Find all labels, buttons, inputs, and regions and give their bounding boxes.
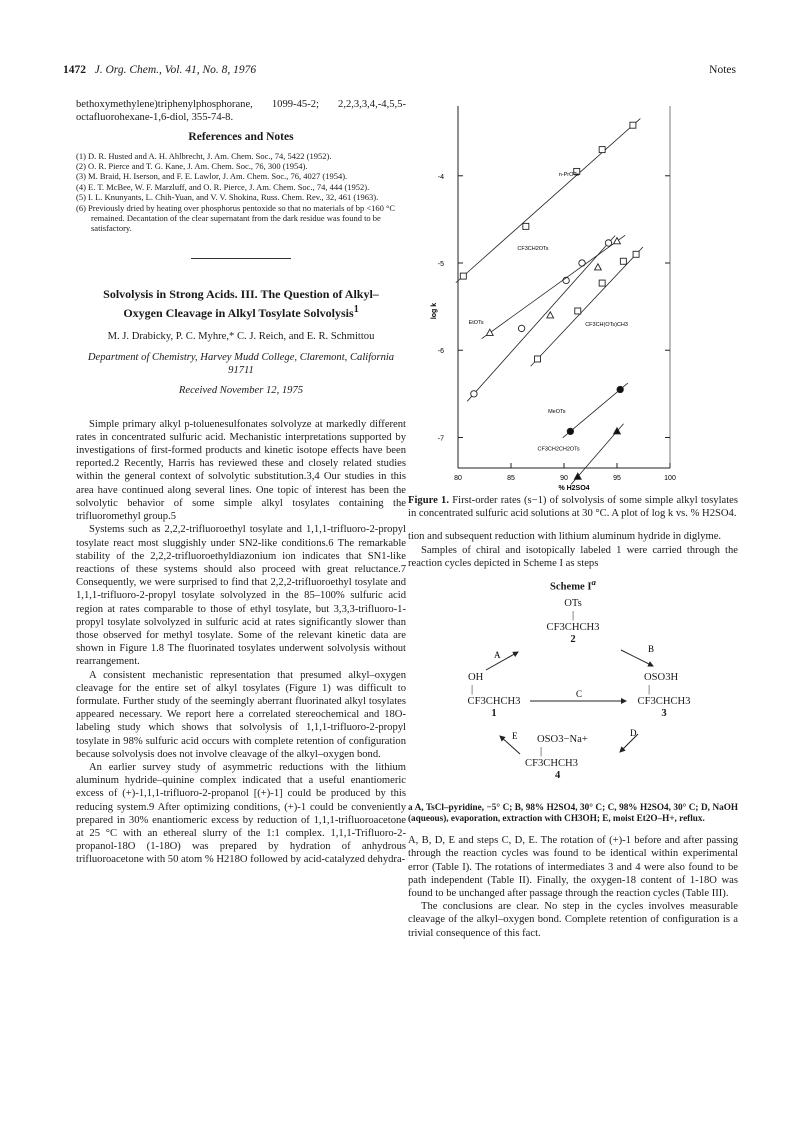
- compound-4: OSO3−Na+ | CF3CHCH3 4: [525, 734, 635, 782]
- series-label: CF3CH2CH2OTs: [537, 446, 580, 453]
- data-point: [599, 280, 605, 286]
- compound-2-substituent: OTs: [564, 597, 582, 609]
- reference-item: (3) M. Braid, H. Iserson, and F. E. Lawlor, J. Am. Chem. Soc., 76, 4027 (1954).: [76, 171, 348, 182]
- title-footnote-mark: 1: [353, 303, 359, 315]
- body-paragraph: The conclusions are clear. No step in the cycles involves measurable cleavage of the alkyl–oxygen bond. Complete retention of configuration is a trivial consequence of this fact.: [408, 901, 738, 939]
- compound-2: OTs | CF3CHCH3 2: [525, 598, 621, 646]
- data-point: [567, 428, 573, 434]
- compound-3: OSO3H | CF3CHCH3 3: [616, 672, 712, 720]
- affiliation: Department of Chemistry, Harvey Mudd College, Claremont, California 91711: [87, 352, 395, 377]
- registry-text: bethoxymethylene)triphenylphosphorane, 1099-45-2; 2,2,3,3,4,-4,5,5-octafluorohexane-1,6-diol, 355-74-8.: [76, 99, 406, 124]
- scheme-1: [408, 594, 738, 794]
- data-point: [523, 223, 529, 229]
- journal-citation: J. Org. Chem., Vol. 41, No. 8, 1976: [94, 64, 257, 76]
- scheme-footnote: a A, TsCl–pyridine, −5° C; B, 98% H2SO4, 30° C; C, 98% H2SO4, 30° C; D, NaOH (aqueous), evaporation, extraction with CH3OH; E, moist Et2O–H+, reflux.: [408, 801, 738, 823]
- scheme-footnote-mark: a: [591, 577, 596, 588]
- body-paragraph: Simple primary alkyl p-toluenesulfonates solvolyze at markedly different rates in concentrated sulfuric acid. Mechanistic interpretations supported by investigations of first-formed products and kinetic isotope effects have been reported.2 Recently, Harris has reviewed these and closely related studies within the general context of solvolytic substitution.3,4 Our studies in this area have continued along several lines. One topic of interest has been the solvolytic behavior of some simple alkyl tosylates containing the trifluoromethyl group.5: [76, 418, 406, 523]
- series-label: CF3CH2OTs: [517, 245, 549, 252]
- reference-item: (4) E. T. McBee, W. F. Marzluff, and O. R. Pierce, J. Am. Chem. Soc., 74, 444 (1952).: [76, 181, 370, 192]
- compound-2-number: 2: [570, 633, 576, 645]
- series-line: [531, 247, 643, 366]
- compound-3-number: 3: [661, 707, 667, 719]
- data-point: [620, 258, 626, 264]
- body-paragraph: An earlier survey study of asymmetric reductions with the lithium aluminum hydride–quinine complex indicated that a useful enantiomeric excess of (+)-1,1,1-trifluoro-2-propanol [(+)-1] could be produced by this reducing system.9 After optimizing conditions, (+)-1 could be conveniently prepared in 30% enantiomeric excess by reduction of 1,1,1-trifluoroacetone at 25 °C with an ethereal slurry of the 1:1 complex. 1,1,1-Trifluoro-2-propanol-18O (1-18O) was prepared by hydration of anhydrous trifluoroacetone with 50 atom % H218O followed by acid-catalyzed dehydra-: [76, 761, 406, 866]
- series-line: [456, 119, 641, 283]
- data-point: [547, 312, 554, 318]
- data-point: [599, 147, 605, 153]
- scheme-title-text: Scheme I: [550, 581, 592, 593]
- running-header: [63, 64, 256, 76]
- series-line: [467, 235, 615, 401]
- x-tick-label: 80: [454, 475, 462, 482]
- arrow-c-label: C: [576, 688, 583, 699]
- data-point: [460, 273, 466, 279]
- data-point: [605, 240, 611, 246]
- data-point: [630, 122, 636, 128]
- series-label: CF3CH(OTs)CH3: [585, 321, 628, 328]
- data-point: [471, 391, 477, 397]
- arrow-a: [486, 649, 518, 670]
- figure-caption: [408, 494, 738, 520]
- y-tick-label: -7: [437, 435, 444, 443]
- compound-3-substituent: OSO3H: [644, 671, 679, 683]
- reference-item: (2) O. R. Pierce and T. G. Kane, J. Am. Chem. Soc., 76, 300 (1954).: [76, 161, 308, 172]
- body-paragraph: A consistent mechanistic representation that presumed alkyl–oxygen cleavage for the entire set of alkyl tosylates (Figure 1) was difficult to formulate. Further study of the seemingly aberrant fluorinated alkyl tosylates appeared necessary. We report here a correlated stereochemical and 18O-labeling study which shows that solvolysis of 1,1,1-trifluoro-2-propyl tosylate in 98% sulfuric acid occurs with complete retention of configuration because solvolysis does not involve cleavage of the alkyl–oxygen bond.: [76, 669, 406, 760]
- y-tick-label: -6: [437, 348, 444, 356]
- x-tick-label: 100: [664, 475, 676, 482]
- compound-1-number: 1: [491, 707, 497, 719]
- series-label: n-PrOTs: [558, 171, 579, 178]
- section-name: Notes: [709, 64, 736, 76]
- caption-text: First-order rates (s−1) of solvolysis of some simple alkyl tosylates in concentrated sulfuric acid solutions at 30 °C. A plot of log k vs. % H2SO4.: [408, 495, 738, 520]
- x-axis-label: % H2SO4: [558, 485, 590, 490]
- section-divider: [191, 258, 291, 259]
- references-list: [76, 151, 406, 234]
- arrow-e-label: E: [512, 730, 518, 741]
- arrow-d-label: D: [630, 727, 637, 738]
- compound-1-substituent: OH: [468, 671, 484, 683]
- data-point: [617, 386, 623, 392]
- article-title-text: Solvolysis in Strong Acids. III. The Question of Alkyl–Oxygen Cleavage in Alkyl Tosylate Solvolysis: [103, 286, 379, 320]
- data-point: [595, 264, 602, 270]
- y-tick-label: -4: [437, 173, 444, 181]
- data-point: [518, 325, 524, 331]
- compound-2-formula: CF3CHCH3: [546, 621, 600, 633]
- data-point: [575, 308, 581, 314]
- y-tick-label: -5: [437, 261, 444, 269]
- scheme-title: [408, 576, 738, 594]
- data-point: [535, 356, 541, 362]
- references-heading: References and Notes: [188, 131, 294, 144]
- x-tick-label: 85: [507, 475, 515, 482]
- reference-item: (1) D. R. Husted and A. H. Ahlbrecht, J. Am. Chem. Soc., 74, 5422 (1952).: [76, 150, 332, 161]
- body-paragraph: Systems such as 2,2,2-trifluoroethyl tosylate and 1,1,1-trifluoro-2-propyl tosylate react most sluggishly under SN2-like conditions.6 The remarkable stability of the 2,2,2-trifluoroethyldiazonium ion indicates that SN1-like reactions of these systems should also proceed with great reluctance.7 Consequently, we were surprised to find that 2,2,2-trifluoroethyl tosylate and 1,1,1-trifluoro-2-propyl tosylate solvolyzed in the 85–100% sulfuric acid region at rates comparable to those of ethyl tosylate, but 3,3,3-trifluoro-1-propyl tosylate solvolyzed in sulfuric acid at rates significantly slower than those observed for methyl tosylate. Some of the relevant kinetic data are shown in Figure 1.8 The fluorinated tosylates underwent solvolysis without rearrangement.: [76, 524, 406, 668]
- reference-item: (5) I. L. Knunyants, L. Chih-Yuan, and V. V. Shokina, Russ. Chem. Rev., 32, 461 (1963).: [76, 192, 379, 203]
- x-tick-label: 95: [613, 475, 621, 482]
- data-point: [486, 329, 493, 335]
- compound-4-formula: CF3CHCH3: [525, 757, 578, 769]
- received-date: Received November 12, 1975: [178, 385, 304, 397]
- body-paragraph: Samples of chiral and isotopically labeled 1 were carried through the reaction cycles depicted in Scheme I as steps: [408, 544, 738, 569]
- log-k-chart: [408, 98, 738, 490]
- data-point: [633, 251, 639, 257]
- compound-1-formula: CF3CHCH3: [467, 695, 521, 707]
- data-point: [614, 238, 621, 244]
- series-label: EtOTs: [468, 320, 484, 327]
- y-axis-label: log k: [431, 302, 438, 320]
- caption-label: Figure 1.: [408, 495, 449, 506]
- arrow-b-label: B: [648, 643, 655, 654]
- left-column: [76, 98, 406, 867]
- article-title: [88, 287, 394, 321]
- arrow-a-label: A: [494, 649, 501, 660]
- right-column: [408, 98, 738, 940]
- compound-4-number: 4: [555, 769, 561, 781]
- compound-4-substituent: OSO3−Na+: [537, 733, 588, 745]
- authors: M. J. Drabicky, P. C. Myhre,* C. J. Reich, and E. R. Schmittou: [107, 330, 375, 342]
- compound-3-formula: CF3CHCH3: [637, 695, 691, 707]
- reference-item: (6) Previously dried by heating over phosphorus pentoxide so that no materials of bp <160 °C remained. Decantation of the clear supernatant from the dark residue was found to be satisfactory.: [76, 202, 396, 234]
- scheme-arrows: [408, 594, 738, 794]
- figure-1: [408, 98, 738, 490]
- x-tick-label: 90: [560, 475, 568, 482]
- body-paragraph: tion and subsequent reduction with lithium aluminum hydride in diglyme.: [408, 531, 722, 543]
- series-label: MeOTs: [548, 409, 566, 416]
- body-paragraph: A, B, D, E and steps C, D, E. The rotation of (+)-1 before and after passing through the reaction cycles was found to be identical within experimental error (Table I). The rotations of intermediates 3 and 4 were also found to be path independent (Table II). Finally, the oxygen-18 content of 1-18O was found to be unchanged after passage through the reaction cycles (Table III).: [408, 835, 738, 899]
- compound-1: OH | CF3CHCH3 1: [446, 672, 542, 720]
- page-number: 1472: [63, 64, 86, 76]
